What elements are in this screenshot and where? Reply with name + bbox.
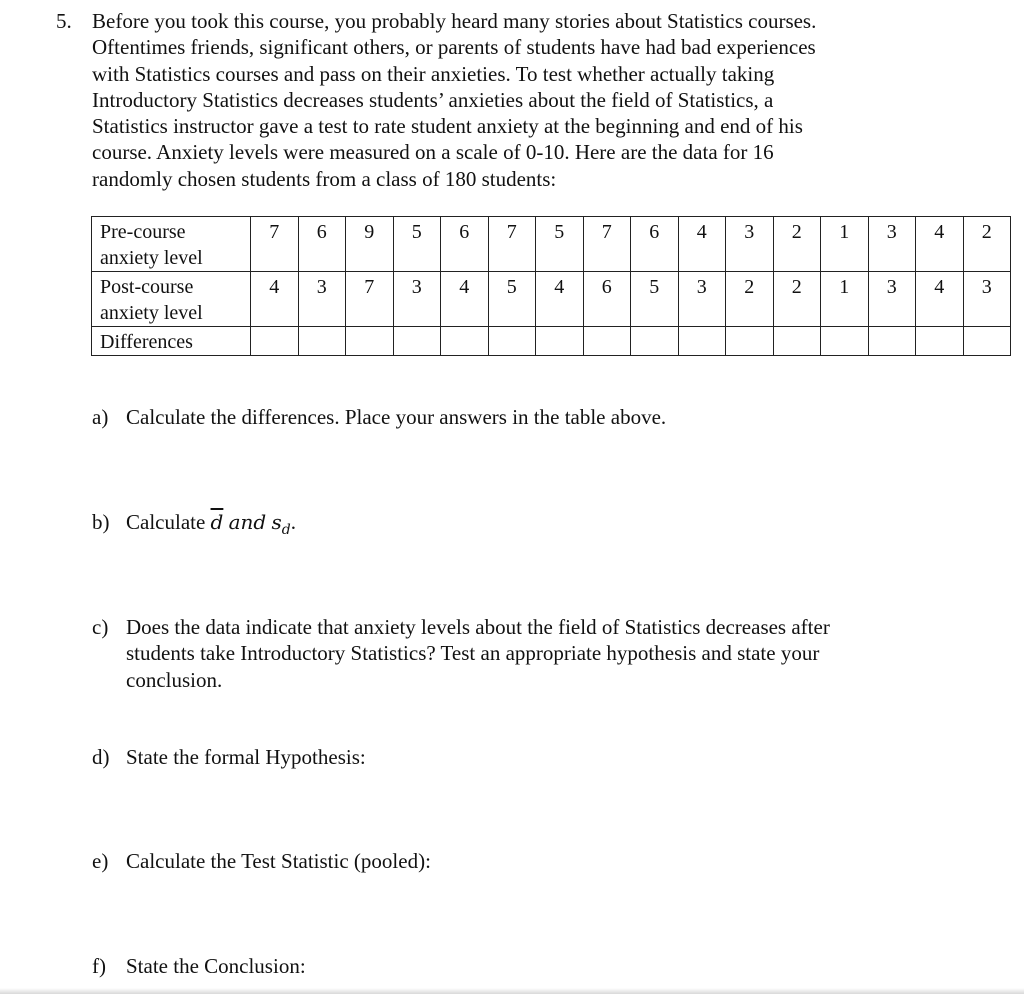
difference-cell[interactable] bbox=[346, 327, 394, 356]
part-b-label: Calculate bbox=[126, 510, 206, 534]
difference-cell[interactable] bbox=[393, 327, 441, 356]
table-cell: 5 bbox=[393, 217, 441, 272]
table-cell: 4 bbox=[916, 217, 964, 272]
table-cell: 1 bbox=[821, 272, 869, 327]
and-word: and bbox=[228, 510, 267, 534]
table-cell: 4 bbox=[916, 272, 964, 327]
row-label-line: Pre-course bbox=[100, 221, 186, 243]
difference-cell[interactable] bbox=[963, 327, 1011, 356]
row-label-line: anxiety level bbox=[100, 247, 203, 269]
row-label-line: anxiety level bbox=[100, 302, 203, 324]
table-cell: 7 bbox=[346, 272, 394, 327]
difference-cell[interactable] bbox=[726, 327, 774, 356]
d-bar-symbol: $\overline{d}$ bbox=[210, 510, 224, 534]
s-letter: s bbox=[271, 510, 282, 534]
row-label: Differences bbox=[92, 327, 251, 356]
table-cell: 3 bbox=[393, 272, 441, 327]
row-label bbox=[92, 272, 251, 327]
table-cell: 6 bbox=[583, 272, 631, 327]
difference-cell[interactable] bbox=[251, 327, 299, 356]
question-line: with Statistics courses and pass on their anxieties. To test whether actually taking bbox=[92, 61, 775, 86]
part-text: Calculate the Test Statistic (pooled): bbox=[126, 849, 431, 873]
table-row-differences bbox=[92, 327, 1011, 356]
table-cell: 6 bbox=[631, 217, 679, 272]
part-text: Calculate the differences. Place your answers in the table above. bbox=[126, 405, 667, 429]
anxiety-data-table bbox=[91, 216, 1011, 356]
question-line: Before you took this course, you probably heard many stories about Statistics courses. bbox=[92, 9, 817, 33]
table-cell: 9 bbox=[346, 217, 394, 272]
table-cell: 7 bbox=[583, 217, 631, 272]
table-cell: 3 bbox=[726, 217, 774, 272]
question-line: Oftentimes friends, significant others, or parents of students have had bad experiences bbox=[92, 35, 816, 60]
part-text: State the Conclusion: bbox=[126, 954, 306, 978]
difference-cell[interactable] bbox=[488, 327, 536, 356]
table-cell: 6 bbox=[298, 217, 346, 272]
table-cell: 4 bbox=[678, 217, 726, 272]
difference-cell[interactable] bbox=[298, 327, 346, 356]
part-letter: f) bbox=[92, 954, 106, 978]
part-c-line: conclusion. bbox=[126, 667, 223, 692]
difference-cell[interactable] bbox=[773, 327, 821, 356]
table-cell: 7 bbox=[251, 217, 299, 272]
table-cell: 1 bbox=[821, 217, 869, 272]
table-cell: 7 bbox=[488, 217, 536, 272]
part-letter: e) bbox=[92, 849, 109, 873]
part-text bbox=[126, 614, 916, 693]
part-text: State the formal Hypothesis: bbox=[126, 745, 366, 769]
question-line: Introductory Statistics decreases students’ anxieties about the field of Statistics, a bbox=[92, 87, 774, 112]
table-cell: 3 bbox=[868, 272, 916, 327]
period: . bbox=[290, 510, 296, 534]
difference-cell[interactable] bbox=[821, 327, 869, 356]
table-cell: 4 bbox=[536, 272, 584, 327]
part-text bbox=[126, 509, 916, 543]
table-cell: 2 bbox=[726, 272, 774, 327]
table-cell: 3 bbox=[963, 272, 1011, 327]
difference-cell[interactable] bbox=[441, 327, 489, 356]
table-cell: 4 bbox=[251, 272, 299, 327]
question-line: randomly chosen students from a class of 180 students: bbox=[92, 166, 557, 191]
difference-cell[interactable] bbox=[583, 327, 631, 356]
question-line: course. Anxiety levels were measured on a scale of 0-10. Here are the data for 16 bbox=[92, 140, 774, 165]
part-letter: a) bbox=[92, 405, 109, 429]
part-c-line: Does the data indicate that anxiety levels about the field of Statistics decreases after bbox=[126, 615, 830, 639]
question-number: 5. bbox=[56, 9, 72, 33]
difference-cell[interactable] bbox=[916, 327, 964, 356]
part-letter: d) bbox=[92, 745, 110, 769]
table-cell: 5 bbox=[488, 272, 536, 327]
part-letter: c) bbox=[92, 615, 109, 639]
page-bottom-shadow bbox=[0, 988, 1024, 994]
difference-cell[interactable] bbox=[678, 327, 726, 356]
difference-cell[interactable] bbox=[868, 327, 916, 356]
table-row-post-course bbox=[92, 272, 1011, 327]
s-subscript: d bbox=[281, 522, 291, 538]
difference-cell[interactable] bbox=[631, 327, 679, 356]
question-text bbox=[92, 8, 902, 192]
table-cell: 5 bbox=[631, 272, 679, 327]
row-label bbox=[92, 217, 251, 272]
s-symbol bbox=[271, 510, 291, 538]
table-cell: 4 bbox=[441, 272, 489, 327]
table-cell: 6 bbox=[441, 217, 489, 272]
table-cell: 2 bbox=[773, 272, 821, 327]
table-cell: 3 bbox=[678, 272, 726, 327]
table-row-pre-course bbox=[92, 217, 1011, 272]
table-cell: 3 bbox=[298, 272, 346, 327]
table-cell: 3 bbox=[868, 217, 916, 272]
table-cell: 2 bbox=[773, 217, 821, 272]
table-cell: 5 bbox=[536, 217, 584, 272]
part-c-line: students take Introductory Statistics? Test an appropriate hypothesis and state your bbox=[126, 641, 820, 666]
part-letter: b) bbox=[92, 510, 110, 534]
table-cell: 2 bbox=[963, 217, 1011, 272]
row-label-line: Post-course bbox=[100, 276, 194, 298]
difference-cell[interactable] bbox=[536, 327, 584, 356]
question-line: Statistics instructor gave a test to rate student anxiety at the beginning and end of his bbox=[92, 114, 803, 139]
